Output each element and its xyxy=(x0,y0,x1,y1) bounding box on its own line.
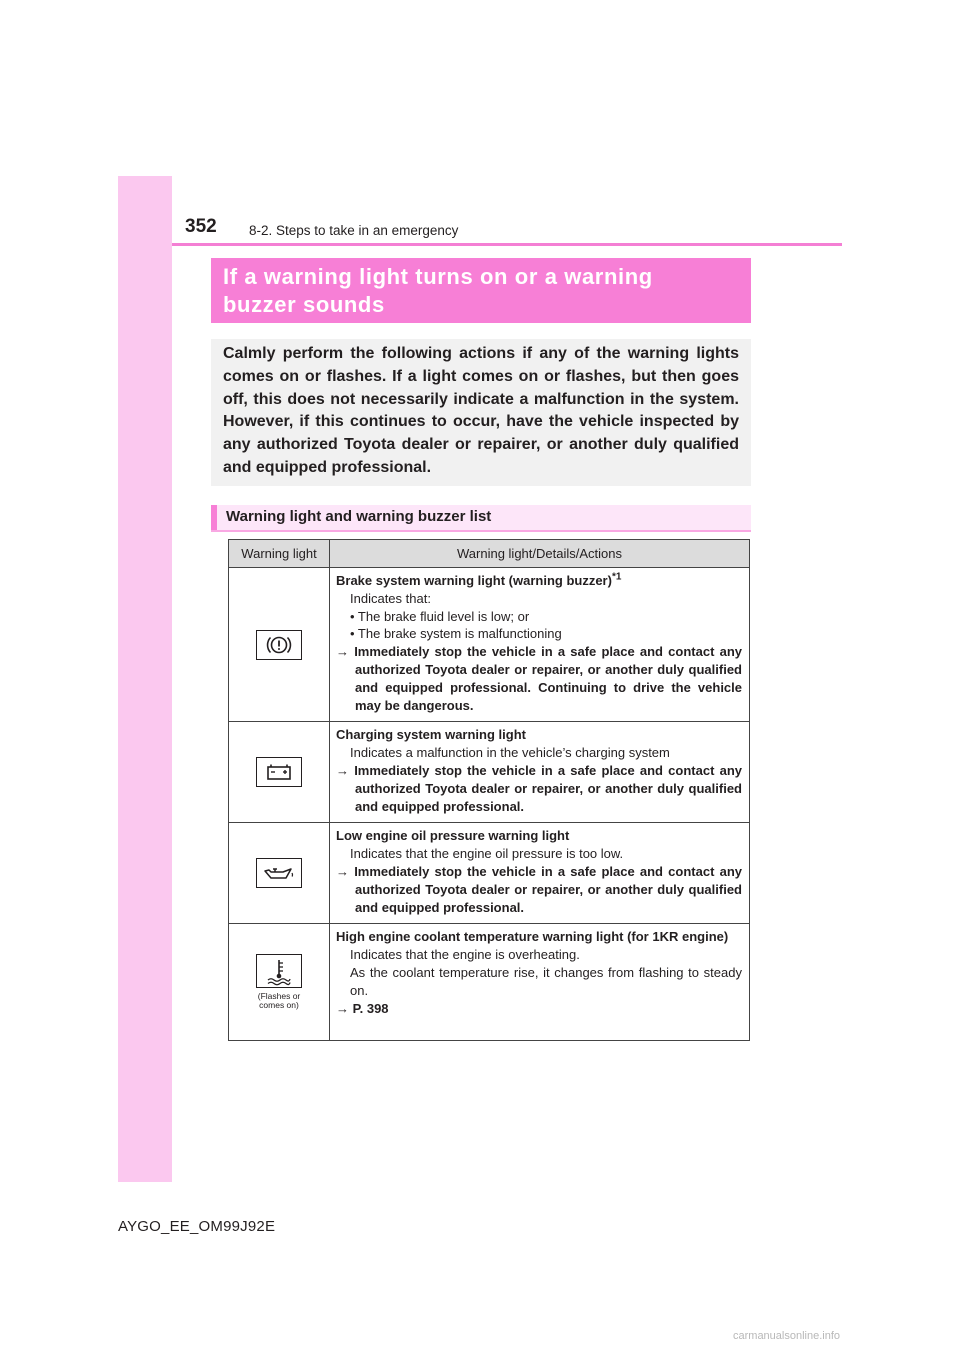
light-name: Charging system warning light xyxy=(336,727,526,743)
battery-icon xyxy=(256,757,302,787)
icon-cell xyxy=(229,924,330,1041)
header-rule xyxy=(172,243,842,246)
table-row xyxy=(229,568,750,722)
icon-cell xyxy=(229,722,330,823)
icon-cell xyxy=(229,823,330,924)
table-row xyxy=(229,823,750,924)
coolant-temperature-icon xyxy=(256,954,302,988)
bullet-item: • The brake system is malfunctioning xyxy=(350,626,562,642)
details-cell xyxy=(330,722,750,823)
page-number: 352 xyxy=(185,216,217,237)
watermark: carmanualsonline.info xyxy=(733,1330,841,1342)
light-name: High engine coolant temperature warning light (for 1KR engine) xyxy=(336,929,729,945)
subheading-rule xyxy=(211,530,751,532)
light-name: Low engine oil pressure warning light xyxy=(336,828,570,844)
details-cell xyxy=(330,568,750,722)
oil-can-icon xyxy=(256,858,302,888)
action-text: → Immediately stop the vehicle in a safe place and contact any authorized Toyota dealer or repairer, or another duly qualified and equipped professional. xyxy=(336,762,742,814)
icon-cell xyxy=(229,568,330,722)
table-header-row xyxy=(229,540,750,568)
page-title-line-1: If a warning light turns on or a warning xyxy=(223,264,653,289)
action-text: → Immediately stop the vehicle in a safe place and contact any authorized Toyota dealer or repairer, or another duly qualified and equipped professional. xyxy=(336,863,742,915)
detail-text: Indicates a malfunction in the vehicle’s charging system xyxy=(350,745,670,761)
subheading xyxy=(211,505,751,530)
page-title-line-2: buzzer sounds xyxy=(223,292,385,317)
table-row xyxy=(229,722,750,823)
detail-text: Indicates that the engine oil pressure is too low. xyxy=(350,846,624,862)
details-cell xyxy=(330,823,750,924)
detail-text: As the coolant temperature rise, it changes from flashing to steady on. xyxy=(350,964,742,998)
page-title xyxy=(211,258,751,323)
subheading-bar xyxy=(211,505,217,530)
sidebar-tab xyxy=(118,176,172,1182)
detail-text: Indicates that: xyxy=(350,590,431,606)
document-code: AYGO_EE_OM99J92E xyxy=(118,1218,276,1235)
subheading-label: Warning light and warning buzzer list xyxy=(226,508,492,525)
table-row xyxy=(229,924,750,1041)
light-name: Brake system warning light (warning buzzer)$^{*1}$ xyxy=(336,571,622,588)
action-text: → Immediately stop the vehicle in a safe place and contact any authorized Toyota dealer or repairer, or another duly qualified and equipped professional. Continuing to drive the vehicle may be dangerous. xyxy=(336,644,742,713)
action-text: → P. 398 xyxy=(336,1000,389,1016)
header-details: Warning light/Details/Actions xyxy=(330,540,750,568)
details-cell xyxy=(330,924,750,1041)
section-title: 8-2. Steps to take in an emergency xyxy=(249,223,459,238)
bullet-item: • The brake fluid level is low; or xyxy=(350,608,530,624)
detail-text: Indicates that the engine is overheating. xyxy=(350,947,580,963)
brake-warning-icon xyxy=(256,630,302,660)
header-warning-light: Warning light xyxy=(229,540,330,568)
warning-light-table xyxy=(228,539,750,1041)
icon-caption: (Flashes or comes on) xyxy=(257,991,301,1011)
footnote-marker: *1 xyxy=(611,571,622,583)
intro-text: Calmly perform the following actions if any of the warning lights comes on or flashes. If a light comes on or flashes, but then goes off, this does not necessarily indicate a malfunction in the system. However, if this continues to occur, have the vehicle inspected by any authorized Toyota dealer or repairer, or another duly qualified and equipped professional. xyxy=(211,339,751,486)
